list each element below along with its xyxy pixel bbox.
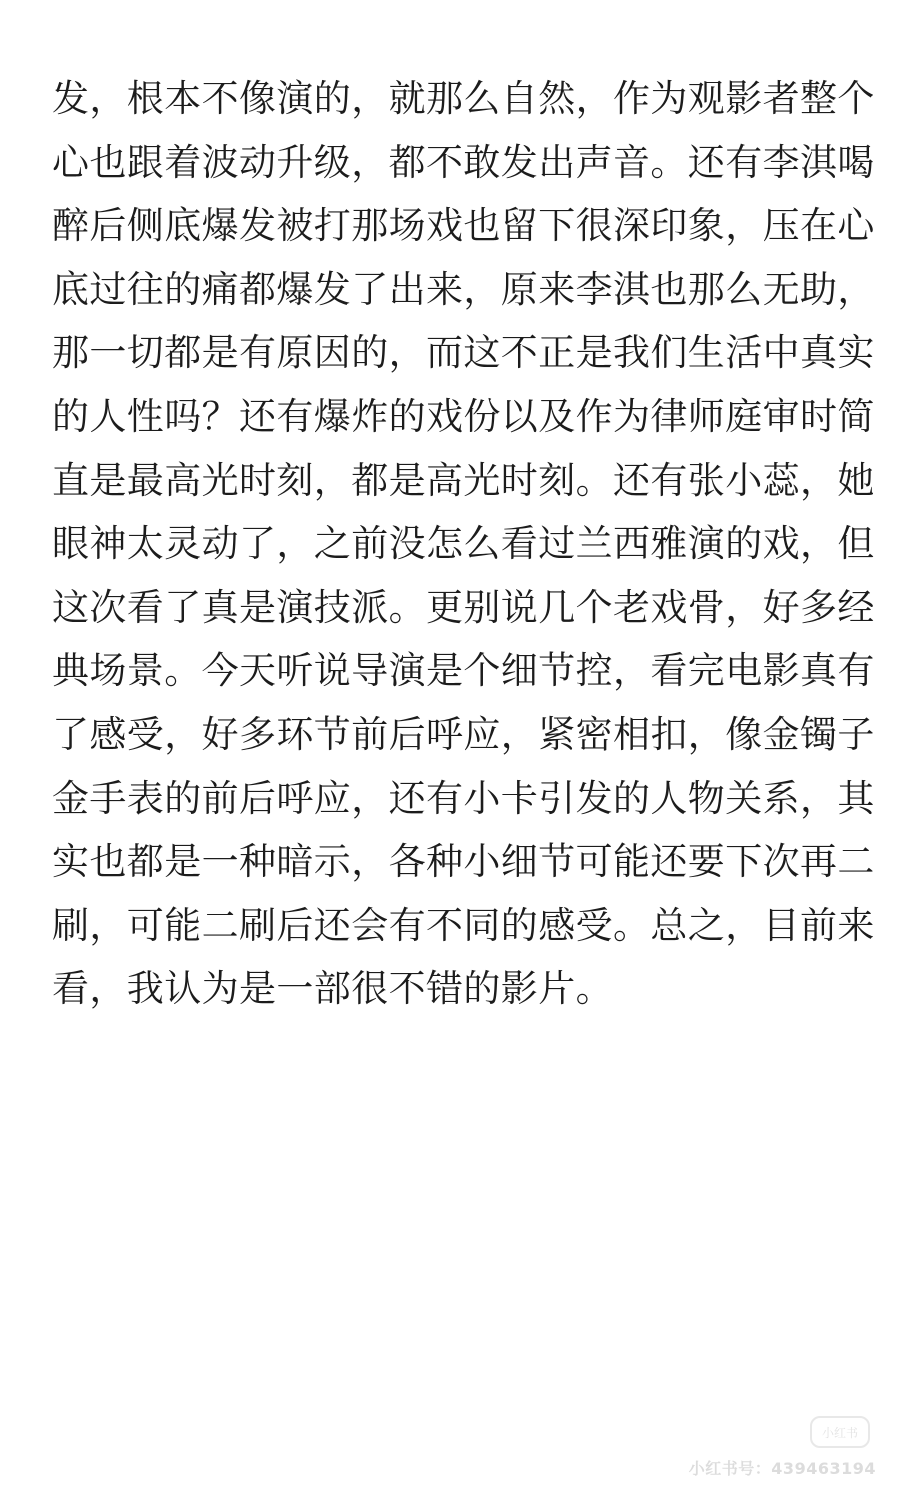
article-line: 眼神太灵动了，之前没怎么看过兰西雅演的戏，但: [52, 522, 875, 566]
article-line: 刷，可能二刷后还会有不同的感受。总之，目前来: [52, 903, 875, 947]
article-line: 的人性吗？还有爆炸的戏份以及作为律师庭审时简: [52, 394, 875, 438]
watermark-id: 小红书号：439463194: [688, 1459, 876, 1478]
article-line: 那一切都是有原因的，而这不正是我们生活中真实: [52, 331, 875, 375]
article-line: 金手表的前后呼应，还有小卡引发的人物关系，其: [52, 776, 875, 820]
article-line: 了感受，好多环节前后呼应，紧密相扣，像金镯子: [52, 712, 875, 756]
article-line: 醉后侧底爆发被打那场戏也留下很深印象，压在心: [52, 204, 875, 248]
article-line: 心也跟着波动升级，都不敢发出声音。还有李淇喝: [52, 140, 875, 184]
watermark-logo: 小红书: [810, 1416, 870, 1448]
article-line: 典场景。今天听说导演是个细节控，看完电影真有: [52, 649, 875, 693]
article-line: 直是最高光时刻，都是高光时刻。还有张小蕊，她: [52, 458, 875, 502]
article-line: 看，我认为是一部很不错的影片。: [52, 967, 613, 1011]
article-line: 这次看了真是演技派。更别说几个老戏骨，好多经: [52, 585, 875, 629]
article-line: 发，根本不像演的，就那么自然，作为观影者整个: [52, 77, 875, 120]
article-line: 实也都是一种暗示，各种小细节可能还要下次再二: [52, 840, 875, 884]
article-body: [52, 67, 875, 1021]
article-line: 底过往的痛都爆发了出来，原来李淇也那么无助，: [52, 267, 875, 311]
